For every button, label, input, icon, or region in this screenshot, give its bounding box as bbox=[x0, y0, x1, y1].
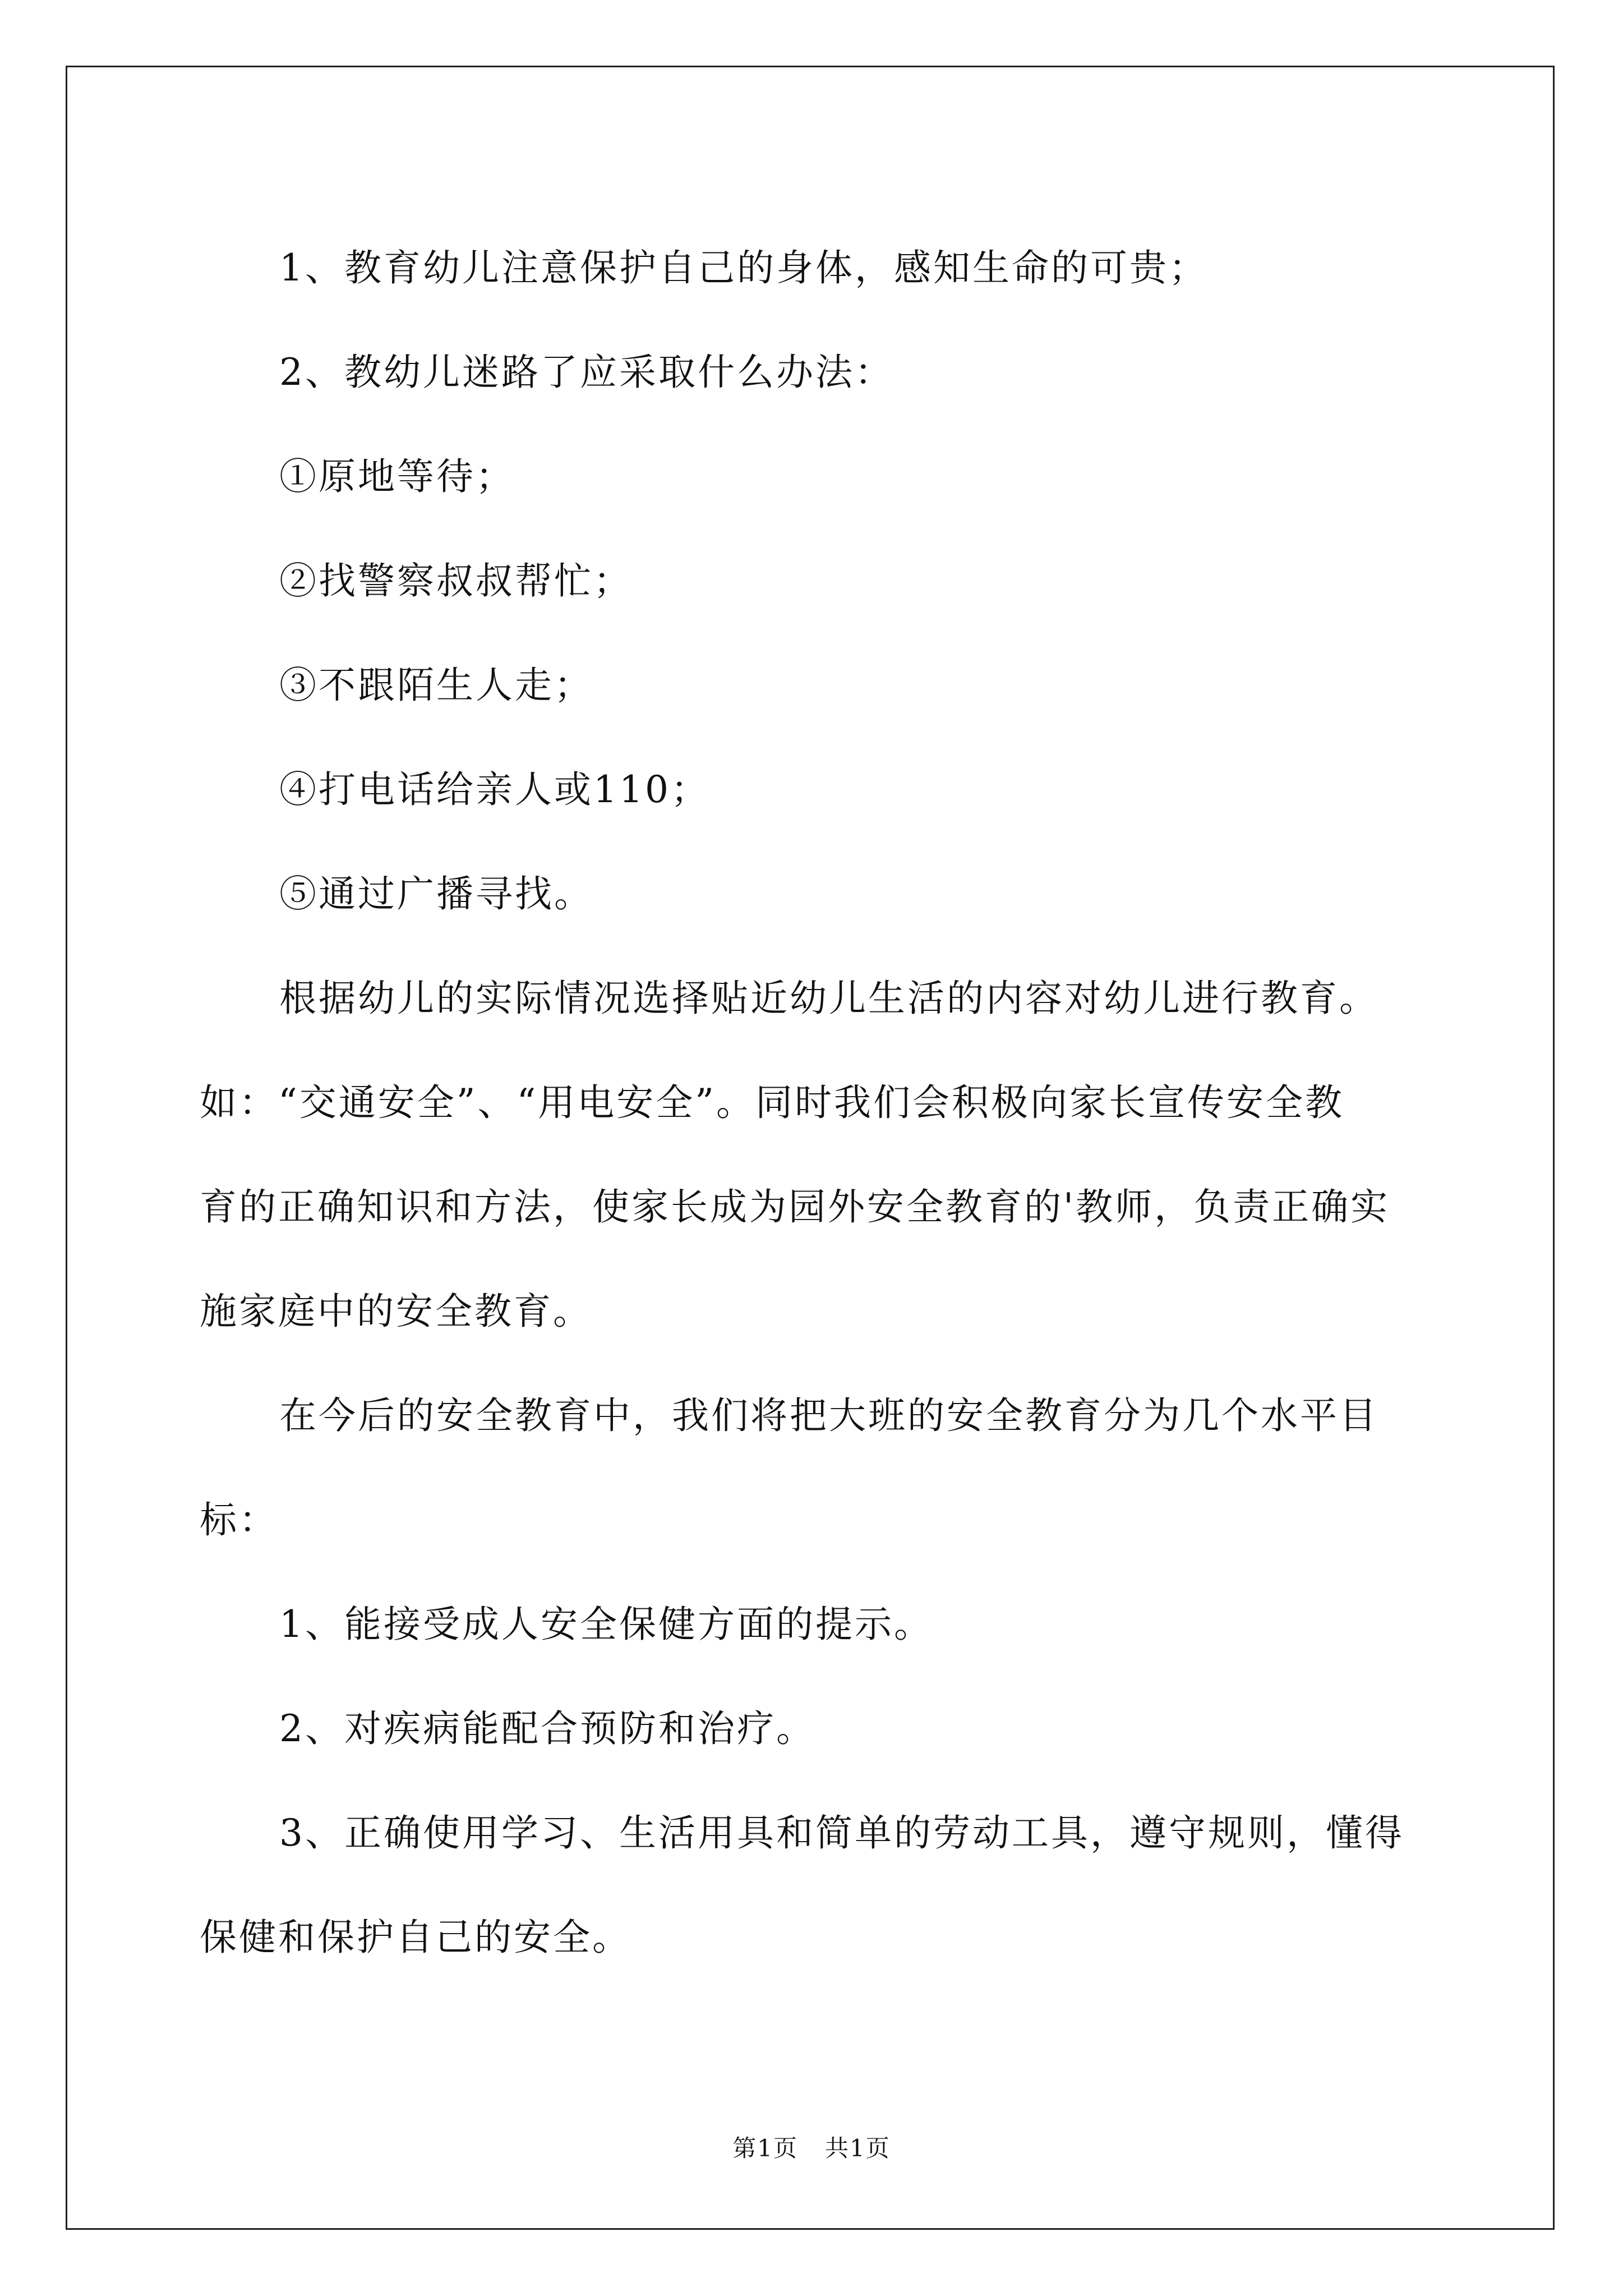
list-item-1: 1、教育幼儿注意保护自己的身体，感知生命的可贵； bbox=[279, 246, 1208, 289]
sub-item-4: ④打电话给亲人或110； bbox=[279, 768, 710, 811]
page-number-total: 共1页 bbox=[825, 2134, 891, 2162]
list-item-2: 2、教幼儿迷路了应采取什么办法： bbox=[279, 351, 894, 394]
sub-item-5: ⑤通过广播寻找。 bbox=[279, 872, 593, 915]
sub-item-3: ③不跟陌生人走； bbox=[279, 664, 593, 707]
page-number-current: 第1页 bbox=[732, 2134, 798, 2162]
goal-item-2: 2、对疾病能配合预防和治疗。 bbox=[279, 1707, 815, 1750]
paragraph-line: 育的正确知识和方法，使家长成为园外安全教育的'教师，负责正确实 bbox=[200, 1185, 1390, 1228]
goal-item-3: 3、正确使用学习、生活用具和简单的劳动工具，遵守规则，懂得 bbox=[279, 1811, 1404, 1855]
page-footer bbox=[0, 2132, 1623, 2165]
sub-item-1: ①原地等待； bbox=[279, 455, 515, 498]
paragraph-line: 施家庭中的安全教育。 bbox=[200, 1290, 592, 1333]
paragraph-line: 在今后的安全教育中，我们将把大班的安全教育分为几个水平目 bbox=[279, 1394, 1378, 1437]
goal-item-1: 1、能接受成人安全保健方面的提示。 bbox=[279, 1603, 933, 1646]
paragraph-line: 如：“交通安全”、“用电安全”。同时我们会积极向家长宣传安全教 bbox=[200, 1081, 1344, 1124]
sub-item-2: ②找警察叔叔帮忙； bbox=[279, 559, 633, 602]
paragraph-line: 根据幼儿的实际情况选择贴近幼儿生活的内容对幼儿进行教育。 bbox=[279, 977, 1378, 1020]
goal-item-3-continued: 保健和保护自己的安全。 bbox=[200, 1916, 631, 1959]
paragraph-line: 标： bbox=[200, 1498, 278, 1542]
document-body bbox=[200, 216, 1431, 1990]
